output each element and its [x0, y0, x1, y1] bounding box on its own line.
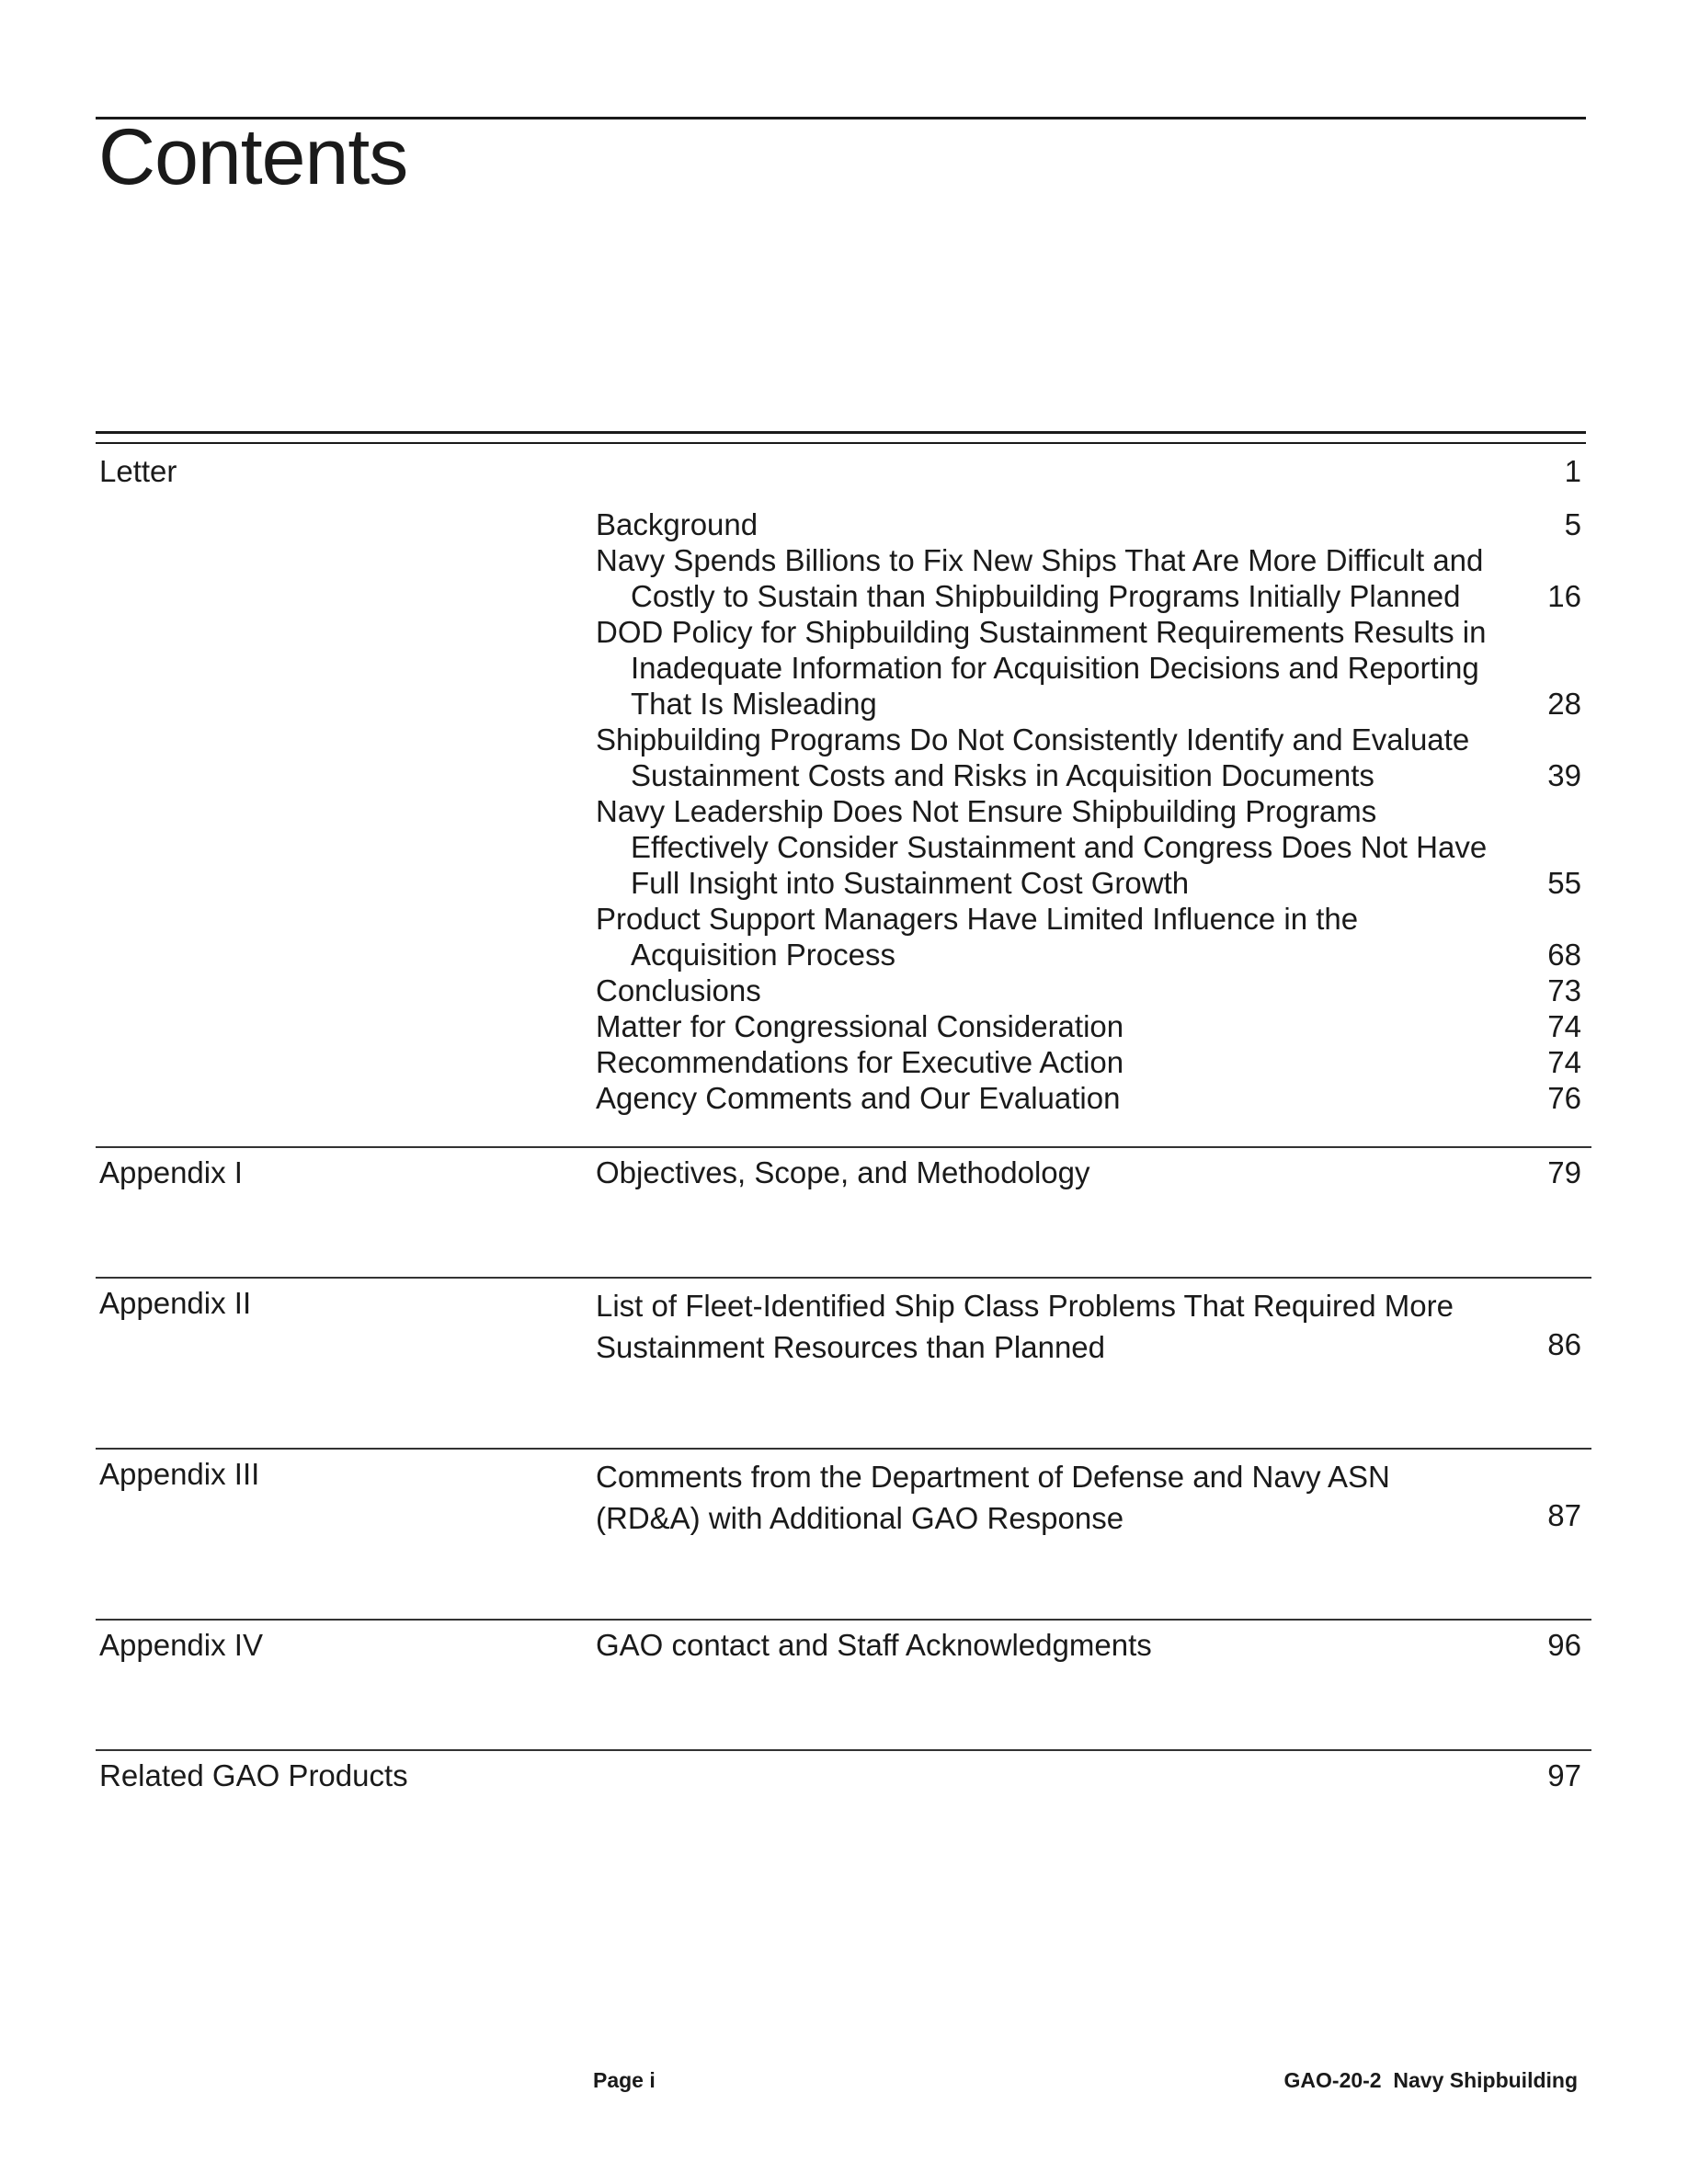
- toc-entry-line: (RD&A) with Additional GAO Response: [596, 1501, 1124, 1535]
- toc-entry[interactable]: [596, 614, 1486, 722]
- appendix-entry[interactable]: [596, 1155, 1090, 1190]
- section-divider: [96, 1146, 1591, 1148]
- toc-entry-line: Navy Spends Billions to Fix New Ships That Are More Difficult and: [596, 543, 1484, 577]
- toc-entry-line: Costly to Sustain than Shipbuilding Programs Initially Planned: [631, 579, 1461, 613]
- toc-entry-line: Acquisition Process: [631, 938, 895, 972]
- contents-second-rule: [96, 442, 1586, 444]
- appendix-label: Appendix III: [99, 1457, 260, 1491]
- page-title: Contents: [98, 113, 408, 201]
- toc-entry-line: GAO contact and Staff Acknowledgments: [596, 1628, 1152, 1662]
- toc-entry-line: Objectives, Scope, and Methodology: [596, 1155, 1090, 1189]
- toc-entry-page: 28: [1547, 687, 1581, 721]
- toc-entry-line: Shipbuilding Programs Do Not Consistently Identify and Evaluate: [596, 722, 1470, 756]
- toc-entry-page: 74: [1547, 1009, 1581, 1043]
- toc-entry[interactable]: [596, 973, 761, 1008]
- toc-entry-page: 74: [1547, 1045, 1581, 1079]
- toc-entry-page: 76: [1547, 1081, 1581, 1115]
- appendix-entry[interactable]: [596, 1456, 1390, 1539]
- toc-entry-line: Sustainment Costs and Risks in Acquisition Documents: [631, 758, 1374, 792]
- related-products-page: 97: [1547, 1758, 1581, 1792]
- toc-entry[interactable]: [596, 1008, 1123, 1044]
- appendix-label: Appendix II: [99, 1286, 252, 1320]
- toc-entry-line: Sustainment Resources than Planned: [596, 1330, 1106, 1364]
- toc-entry-page: 5: [1564, 507, 1581, 541]
- section-divider: [96, 1749, 1591, 1751]
- footer-report-id: GAO-20-2 Navy Shipbuilding: [1283, 2068, 1578, 2092]
- related-products-label[interactable]: Related GAO Products: [99, 1758, 408, 1792]
- toc-entry-line: Agency Comments and Our Evaluation: [596, 1081, 1121, 1115]
- appendix-label: Appendix IV: [99, 1628, 263, 1662]
- appendix-page: 79: [1547, 1155, 1581, 1189]
- toc-entry-page: 68: [1547, 938, 1581, 972]
- toc-entry-page: 16: [1547, 579, 1581, 613]
- contents-top-rule: [96, 431, 1586, 434]
- toc-entry[interactable]: [596, 793, 1487, 901]
- toc-entry[interactable]: [596, 506, 758, 542]
- letter-label: Letter: [99, 454, 177, 488]
- toc-entry[interactable]: [596, 542, 1483, 614]
- appendix-page: 87: [1547, 1498, 1581, 1532]
- toc-entry-line: Background: [596, 507, 758, 541]
- appendix-entry[interactable]: [596, 1627, 1152, 1663]
- appendix-label: Appendix I: [99, 1155, 243, 1189]
- appendix-page: 96: [1547, 1628, 1581, 1662]
- toc-entry[interactable]: [596, 1044, 1123, 1080]
- toc-entry-line: DOD Policy for Shipbuilding Sustainment Requirements Results in: [596, 615, 1487, 649]
- toc-entry[interactable]: [596, 722, 1469, 793]
- section-divider: [96, 1448, 1591, 1450]
- toc-entry-page: 73: [1547, 973, 1581, 1007]
- appendix-entry[interactable]: [596, 1285, 1454, 1368]
- toc-entry-line: That Is Misleading: [631, 687, 877, 721]
- appendix-page: 86: [1547, 1327, 1581, 1361]
- letter-page: 1: [1564, 454, 1581, 488]
- toc-entry-line: Inadequate Information for Acquisition Decisions and Reporting: [631, 651, 1479, 685]
- footer-page-number: Page i: [593, 2068, 656, 2092]
- section-divider: [96, 1619, 1591, 1621]
- toc-entry-line: Matter for Congressional Consideration: [596, 1009, 1124, 1043]
- toc-entry-line: Product Support Managers Have Limited Influence in the: [596, 902, 1359, 936]
- toc-entry-line: Comments from the Department of Defense and Navy ASN: [596, 1460, 1390, 1494]
- toc-entry-line: Navy Leadership Does Not Ensure Shipbuilding Programs: [596, 794, 1377, 828]
- toc-entry-page: 39: [1547, 758, 1581, 792]
- toc-entry-line: List of Fleet-Identified Ship Class Problems That Required More: [596, 1289, 1454, 1323]
- toc-entry-line: Recommendations for Executive Action: [596, 1045, 1124, 1079]
- toc-entry[interactable]: [596, 1080, 1120, 1116]
- toc-entry-line: Full Insight into Sustainment Cost Growth: [631, 866, 1190, 900]
- toc-entry[interactable]: [596, 901, 1358, 973]
- toc-entry-page: 55: [1547, 866, 1581, 900]
- toc-entry-line: Conclusions: [596, 973, 761, 1007]
- toc-entry-line: Effectively Consider Sustainment and Congress Does Not Have: [631, 830, 1488, 864]
- section-divider: [96, 1277, 1591, 1279]
